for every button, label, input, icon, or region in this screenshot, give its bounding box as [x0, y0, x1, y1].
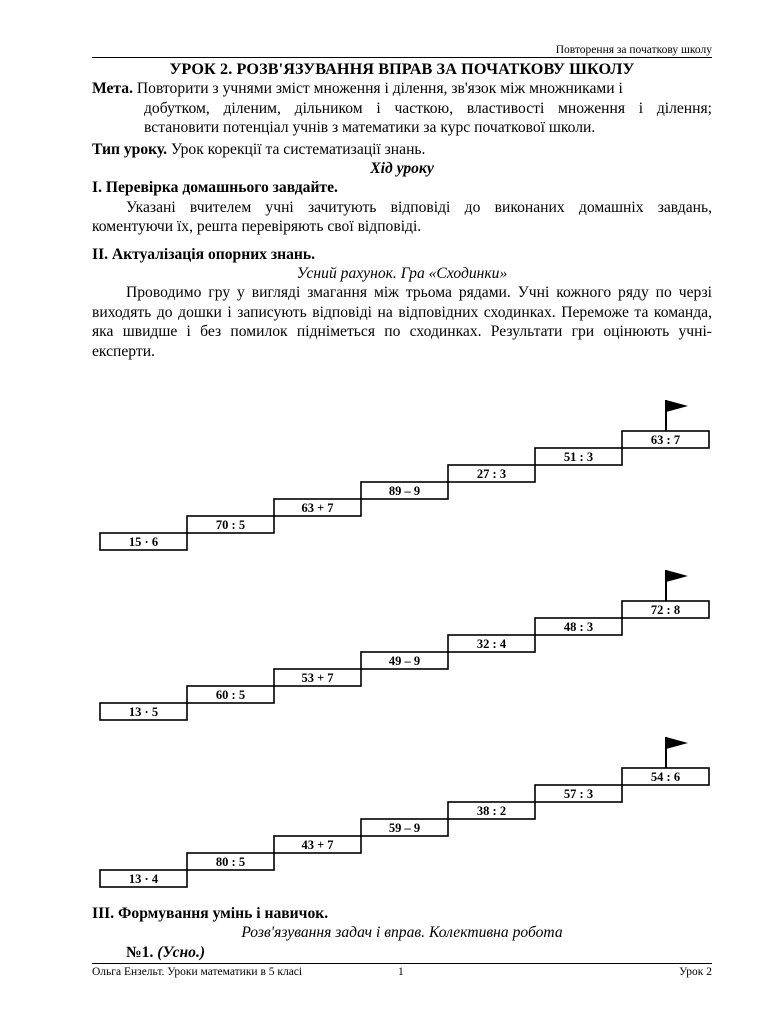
section3: [92, 904, 712, 962]
stair-step: [187, 853, 274, 870]
footer-author: Ольга Ензельт. Уроки математики в 5 класі: [92, 966, 303, 978]
stair-step: [274, 499, 361, 516]
stair-step: [361, 482, 448, 499]
stair-step: [535, 785, 622, 802]
stair-step: [535, 448, 622, 465]
stair-step: [361, 819, 448, 836]
stair-step-label: 54 : 6: [650, 770, 681, 784]
staircase-2-drawing: [96, 555, 716, 725]
stair-step: [622, 431, 709, 448]
stair-step: [100, 870, 187, 887]
stair-step: [100, 703, 187, 720]
footer: [92, 963, 712, 982]
stair-step: [448, 465, 535, 482]
stair-step-label: 63 + 7: [301, 501, 334, 515]
task-number: №1.: [126, 943, 154, 961]
stair-step: [187, 686, 274, 703]
section1-text: Указані вчителем учні зачитують відповіді до виконаних домашніх завдань, коментуючи їх, решта перевіряють свої відповіді.: [92, 198, 712, 236]
stair-step-label: 43 + 7: [301, 838, 334, 852]
flag-icon: [666, 570, 688, 601]
stair-step: [274, 669, 361, 686]
goal-paragraph: [92, 79, 712, 137]
stair-step: [535, 618, 622, 635]
lesson-title: УРОК 2. РОЗВ'ЯЗУВАННЯ ВПРАВ ЗА ПОЧАТКОВУ ШКОЛУ: [169, 60, 635, 78]
stair-step: [361, 652, 448, 669]
stair-step: [448, 635, 535, 652]
stair-step-label: 80 : 5: [215, 855, 246, 869]
stair-step-label: 53 + 7: [301, 671, 334, 685]
stair-step-label: 89 – 9: [388, 484, 421, 498]
section2-text: Проводимо гру у вигляді змагання між трьома рядами. Учні кожного ряду по черзі виходять до дошки і записують відповіді на відповідних сходинках. Переможе та команда, яка швидше і без помилок підніметься по сходинках. Результати гри оцінюють учні-експерти.: [92, 284, 712, 360]
stair-step: [622, 768, 709, 785]
staircase-1-drawing: [96, 385, 716, 555]
stair-step-label: 49 – 9: [388, 654, 421, 668]
goal-first-line: [92, 79, 712, 98]
section1-heading: I. Перевірка домашнього завдайте.: [92, 179, 338, 197]
section2-heading: II. Актуалізація опорних знань.: [92, 245, 316, 263]
stair-step-label: 59 – 9: [388, 821, 421, 835]
stair-step: [622, 601, 709, 618]
staircase-2: [96, 555, 716, 725]
stair-step-label: 27 : 3: [476, 467, 507, 481]
task-note: (Усно.): [153, 943, 206, 961]
footer-page-number: 1: [398, 966, 404, 978]
goal-text-rest: добутком, діленим, дільником і часткою, властивості множення і ділення; встановити потенціал учнів з математики за курс початкової школи.: [144, 99, 712, 137]
stair-step-label: 32 : 4: [476, 637, 507, 651]
stair-step-label: 48 : 3: [563, 620, 594, 634]
flag-icon: [666, 737, 688, 768]
running-head: Повторення за початкову школу: [92, 44, 712, 58]
staircase-3: [96, 722, 716, 892]
lesson-type-label: Тип уроку.: [92, 140, 168, 158]
stair-step: [274, 836, 361, 853]
stair-step-label: 38 : 2: [476, 804, 507, 818]
stair-step-label: 15 · 6: [128, 535, 159, 549]
stair-step: [187, 516, 274, 533]
stair-step: [448, 802, 535, 819]
footer-lesson: Урок 2: [679, 966, 712, 978]
staircase-3-drawing: [96, 722, 716, 892]
stair-step-label: 13 · 5: [128, 705, 159, 719]
section2-subheading: Усний рахунок. Гра «Сходинки»: [296, 265, 508, 283]
goal-text-line1: Повторити з учнями зміст множення і ділення, зв'язок між множниками і: [132, 80, 623, 98]
stair-step: [100, 533, 187, 550]
section3-subheading: Розв'язування задач і вправ. Колективна робота: [241, 924, 563, 942]
section3-heading: III. Формування умінь і навичок.: [92, 905, 329, 922]
lesson-type-text: Урок корекції та систематизації знань.: [167, 140, 426, 158]
stair-step-label: 63 : 7: [650, 433, 681, 447]
staircase-1: [96, 385, 716, 555]
stair-step-label: 72 : 8: [650, 603, 681, 617]
main-content: [92, 60, 712, 361]
task-1: [126, 943, 712, 962]
stair-step-label: 13 · 4: [128, 872, 159, 886]
stair-step-label: 70 : 5: [215, 518, 246, 532]
stair-step-label: 51 : 3: [563, 450, 594, 464]
stair-step-label: 60 : 5: [215, 688, 246, 702]
course-heading: Хід уроку: [370, 160, 434, 178]
goal-label: Мета.: [92, 80, 133, 98]
lesson-type: [92, 140, 712, 159]
flag-icon: [666, 400, 688, 431]
stair-step-label: 57 : 3: [563, 787, 594, 801]
